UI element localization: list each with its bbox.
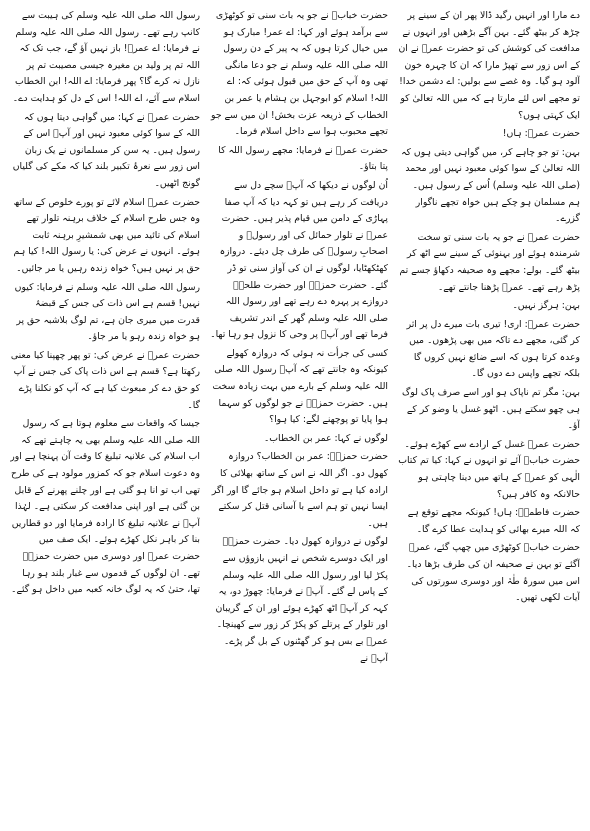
paragraph: حضرت عمرؓ اسلام لائے تو پورے خلوص کے ساتھ وہ جس طرح اسلام کے خلاف برہنہ تلوار تھے اسلام کی تائید میں بھی شمشیرِ برہنہ ثابت ہوئے۔ انہوں نے عرض کی: یا رسول اللہ! کیا ہم حق پر نہیں ہیں؟ خواہ زندہ رہیں یا مر جائیں۔ <box>13 196 200 274</box>
text-column-middle <box>210 8 388 823</box>
paragraph: اُن لوگوں نے دیکھا کہ آپؓ سچے دل سے دریافت کر رہے ہیں تو کہہ دیا کہ آپ صفا پہاڑی کے دامن میں قیام پذیر ہیں۔ حضرت عمرؓ نے تلوار حمائل کی اور رسولؐ و اصحابِ رسولؐ کی طرف چل دیئے۔ دروازہ کھٹکھٹایا، لوگوں نے ان کی آواز سنی تو ڈر گئے۔ حضرت حمزہؓ اور حضرت طلحہؓ دروازے پر پہرہ دے رہے تھے اور رسول اللہ صلی اللہ علیہ وسلم گھر کے اندر تشریف فرما تھے اور آپؐ پر وحی کا نزول ہو رہا تھا۔ <box>210 179 388 341</box>
paragraph: کسی کی جرأت نہ ہوئی کہ دروازہ کھولے کیونکہ وہ جانتے تھے کہ آپؓ رسول اللہ صلی اللہ علیہ وسلم کے بارے میں بہت زیادہ سخت ہیں۔ حضرت حمزہؓ نے جو لوگوں کو سہما ہوا پایا تو پوچھنے لگے: کیا ہوا؟ <box>212 347 388 426</box>
text-column-right <box>398 8 580 823</box>
paragraph: حضرت عمرؓ: ہاں! <box>502 128 580 140</box>
paragraph: حضرت عمرؓ غسل کے ارادے سے کھڑے ہوئے۔ حضرت خبابؓ آئے تو انہوں نے کہا: کیا تم کتاب الٰہی کو عمرؓ کے ہاتھ میں دینا چاہتی ہو حالانکہ وہ کافر ہیں؟ <box>398 438 580 500</box>
paragraph: حضرت عمرؓ: اری! تیری بات میرے دل پر اثر کر گئی، مجھے دے تاکہ میں بھی پڑھوں۔ میں وعدہ کرتا ہوں کہ اسے ضائع نہیں کروں گا بلکہ تجھے واپس دے دوں گا۔ <box>406 318 580 380</box>
paragraph: حضرت عمرؓ نے جو یہ بات سنی تو سخت شرمندہ ہوئے اور بہنوئی کے سینے سے اٹھ کر بیٹھ گئے۔ بولے: مجھے وہ صحیفہ دکھاؤ جسے تم پڑھ رہے تھے۔ عمرؓ پڑھنا جانتے تھے۔ <box>399 231 580 293</box>
paragraph: دے مارا اور انہیں رگید ڈالا پھر ان کے سینے پر چڑھ کر بیٹھ گئے۔ بہن آگے بڑھیں اور انہوں نے مدافعت کی کوشش کی تو حضرت عمرؓ نے ان کے اس زور سے تھپڑ مارا کہ ان کا چہرہ خون آلود ہو گیا۔ وہ غصے سے بولیں: اے دشمن خدا! تو مجھے اس لئے مارتا ہے کہ میں اللہ تعالیٰ کو ایک کہتی ہوں؟ <box>398 10 580 121</box>
paragraph: بہن: ہرگز نہیں۔ <box>512 300 580 312</box>
paragraph: جیسا کہ واقعات سے معلوم ہوتا ہے کہ رسول اللہ صلی اللہ علیہ وسلم بھی یہ چاہتے تھے کہ اب اسلام کی علانیہ تبلیغ کا وقت آن پہنچا ہے اور وہ دعوت اسلام جو کہ کمزور مولود ہے کی طرح تھی اب تو انا ہو گئی ہے اور چلنے پھرنے کے قابل بن گئی ہے اور اپنی مدافعت کر سکتی ہے۔ لہٰذا آپؐ نے علانیہ تبلیغ کا ارادہ فرمایا اور دو قطاریں بنا کر باہر نکل کھڑے ہوئے۔ ایک صف میں حضرت عمرؓ اور دوسری میں حضرت حمزہؓ تھے۔ ان لوگوں کے قدموں سے غبار بلند ہو رہا تھا، حتیٰ کہ یہ لوگ خانہ کعبہ میں داخل ہو گئے۔ <box>10 418 200 596</box>
paragraph: بہن: تو جو چاہے کر، میں گواہی دیتی ہوں کہ اللہ تعالیٰ کے سوا کوئی معبود نہیں اور محمد (صلی اللہ علیہ وسلم) اُس کے رسول ہیں۔ ہم مسلمان ہو چکے ہیں خواہ تجھے ناگوار گزرے۔ <box>401 146 580 225</box>
paragraph: حضرت فاطمہؓ: ہاں! کیونکہ مجھے توقع ہے کہ اللہ میرے بھائی کو ہدایت عطا کرے گا۔ <box>407 507 580 535</box>
paragraph: حضرت خبابؓ کوٹھڑی میں چھپ گئے، عمرؓ آگئے تو بہن نے صحیفہ ان کی طرف بڑھا دیا۔ اس میں سورۂ طٰہٰ اور دوسری سورتوں کی آیات لکھی تھیں۔ <box>406 542 580 604</box>
paragraph: حضرت عمرؓ نے فرمایا: مجھے رسول اللہ کا پتا بتاؤ۔ <box>218 144 388 173</box>
paragraph: حضرت حمزہؓ: عمر بن الخطاب؟ دروازہ کھول دو۔ اگر اللہ نے اس کے ساتھ بھلائی کا ارادہ کیا ہے تو داخل اسلام ہو جائے گا اور اگر ایسا نہیں تو ہم اسے با آسانی قتل کر سکتے ہیں۔ <box>211 451 388 529</box>
paragraph: لوگوں نے کہا: عمر بن الخطاب۔ <box>263 432 388 444</box>
paragraph: حضرت عمرؓ نے کہا: میں گواہی دیتا ہوں کہ اللہ کے سوا کوئی معبود نہیں اور آپؐ اس کے رسول ہیں۔ یہ سن کر مسلمانوں نے یک زبان اس زور سے نعرۂ تکبیر بلند کیا کہ مکے کی گلیاں گونج اٹھیں۔ <box>12 111 200 189</box>
text-column-left <box>10 8 200 823</box>
paragraph: حضرت عمرؓ نے عرض کی: تو پھر چھپنا کیا معنی رکھتا ہے؟ قسم ہے اس ذات پاک کی جس نے آپ کو حق دے کر مبعوث کیا ہے کہ آپ کو نکلنا پڑے گا۔ <box>10 349 200 411</box>
paragraph: رسول اللہ صلی اللہ علیہ وسلم نے فرمایا: کیوں نہیں! قسم ہے اس ذات کی جس کے قبضۂ قدرت میں میری جان ہے، تم لوگ بلاشبہ حق پر ہو خواہ زندہ رہو یا مر جاؤ۔ <box>14 281 200 343</box>
paragraph: رسول اللہ صلی اللہ علیہ وسلم کی ہیبت سے کانپ رہے تھے۔ رسول اللہ صلی اللہ علیہ وسلم نے فرمایا: اے عمرؓ! باز نہیں آؤ گے، جب تک کہ اللہ تم پر ولید بن مغیرہ جیسی مصیبت تم پر نازل نہ کرے گا؟ پھر فرمایا: اے اللہ! ابن الخطاب اسلام سے آئے، اے اللہ! اس کے دل کو ہدایت دے۔ <box>12 10 200 104</box>
paragraph: حضرت خبابؓ نے جو یہ بات سنی تو کوٹھڑی سے برآمد ہوئے اور کہا: اے عمر! مبارک ہو میں خیال کرتا ہوں کہ یہ پیر کے دن رسول اللہ صلی اللہ علیہ وسلم نے جو دعا مانگی تھی وہ آپ کے حق میں قبول ہوئی کہ: اے اللہ! اسلام کو ابوجہل بن ہشام یا عمر بن الخطاب کے ذریعہ عزت بخش! ان میں سے جو تجھے محبوب ہوا سے داخل اسلام فرما۔ <box>211 10 388 138</box>
paragraph: لوگوں نے دروازہ کھول دیا۔ حضرت حمزہؓ اور ایک دوسرے شخص نے انہیں بازوؤں سے پکڑ لیا اور رسول اللہ صلی اللہ علیہ وسلم کے پاس لے گئے۔ آپؐ نے فرمایا: چھوڑ دو، یہ کہہ کر آپؐ اٹھ کھڑے ہوئے اور ان کے گریبان اور تلوار کے پرتلے کو پکڑ کر زور سے کھینچا۔ عمرؓ بے بس ہو کر گھٹنوں کے بل گر پڑے۔ آپؐ نے <box>215 536 388 664</box>
paragraph: بہن: مگر تم ناپاک ہو اور اسے صرف پاک لوگ ہی چھو سکتے ہیں۔ اٹھو غسل یا وضو کر کے آؤ۔ <box>401 387 580 432</box>
